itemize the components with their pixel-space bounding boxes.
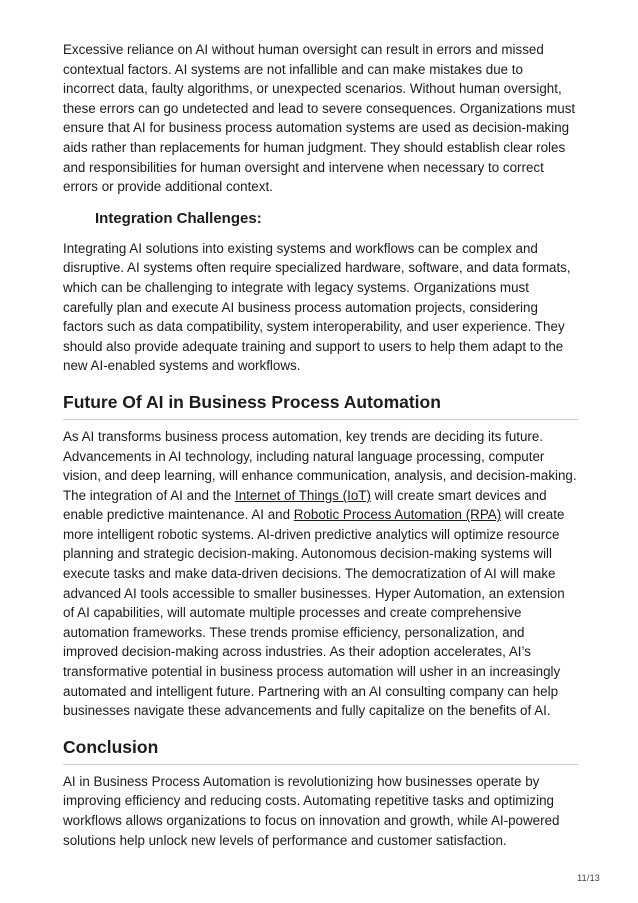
- future-text-2: will create smart devices and enable predictive maintenance. AI and: [63, 487, 547, 523]
- future-section-heading: Future Of AI in Business Process Automation: [63, 390, 578, 420]
- future-text-1: As AI transforms business process automation, key trends are deciding its future. Advancements in AI technology, including natural language processing, computer vision, and deep learning, will enhance communication, analysis, and decision-making. The integration of AI and the: [63, 428, 577, 503]
- oversight-paragraph: Excessive reliance on AI without human oversight can result in errors and missed contextual factors. AI systems are not infallible and can make mistakes due to incorrect data, faulty algorithms, or unexpected scenarios. Without human oversight, these errors can go undetected and lead to severe consequences. Organizations must ensure that AI for business process automation systems are used as decision-making aids rather than replacements for human judgment. They should establish clear roles and responsibilities for human oversight and intervene when necessary to correct errors or provide additional context.: [63, 42, 576, 195]
- integration-paragraph: Integrating AI solutions into existing systems and workflows can be complex and disruptive. AI systems often require specialized hardware, software, and data formats, which can be challenging to integrate with legacy systems. Organizations must carefully plan and execute AI business process automation projects, considering factors such as data compatibility, system interoperability, and user experience. They should also provide adequate training and support to users to help them adapt to the new AI-enabled systems and workflows.: [63, 240, 571, 374]
- integration-challenges-heading: Integration Challenges:: [95, 209, 262, 227]
- rpa-link[interactable]: Robotic Process Automation (RPA): [293, 507, 502, 523]
- conclusion-heading: Conclusion: [63, 735, 578, 765]
- document-page: [63, 40, 578, 850]
- future-paragraph: [63, 427, 578, 721]
- iot-link[interactable]: Internet of Things (IoT): [234, 487, 371, 503]
- conclusion-paragraph: AI in Business Process Automation is revolutionizing how businesses operate by improving efficiency and reducing costs. Automating repetitive tasks and optimizing workflows allows organizations to focus on innovation and growth, while AI-powered solutions help unlock new levels of performance and customer satisfaction.: [63, 773, 560, 848]
- page-number: 11/13: [577, 873, 600, 883]
- future-text-3: will create more intelligent robotic systems. AI-driven predictive analytics will optimize resource planning and strategic decision-making. Autonomous decision-making systems will execute tasks and make data-driven decisions. The democratization of AI will make advanced AI tools accessible to smaller businesses. Hyper Automation, an extension of AI capabilities, will automate multiple processes and create comprehensive automation frameworks. These trends promise efficiency, personalization, and improved decision-making across industries. As their adoption accelerates, AI’s transformative potential in business process automation will usher in an increasingly automated and intelligent future. Partnering with an AI consulting company can help businesses navigate these advancements and fully capitalize on the benefits of AI.: [63, 507, 565, 719]
